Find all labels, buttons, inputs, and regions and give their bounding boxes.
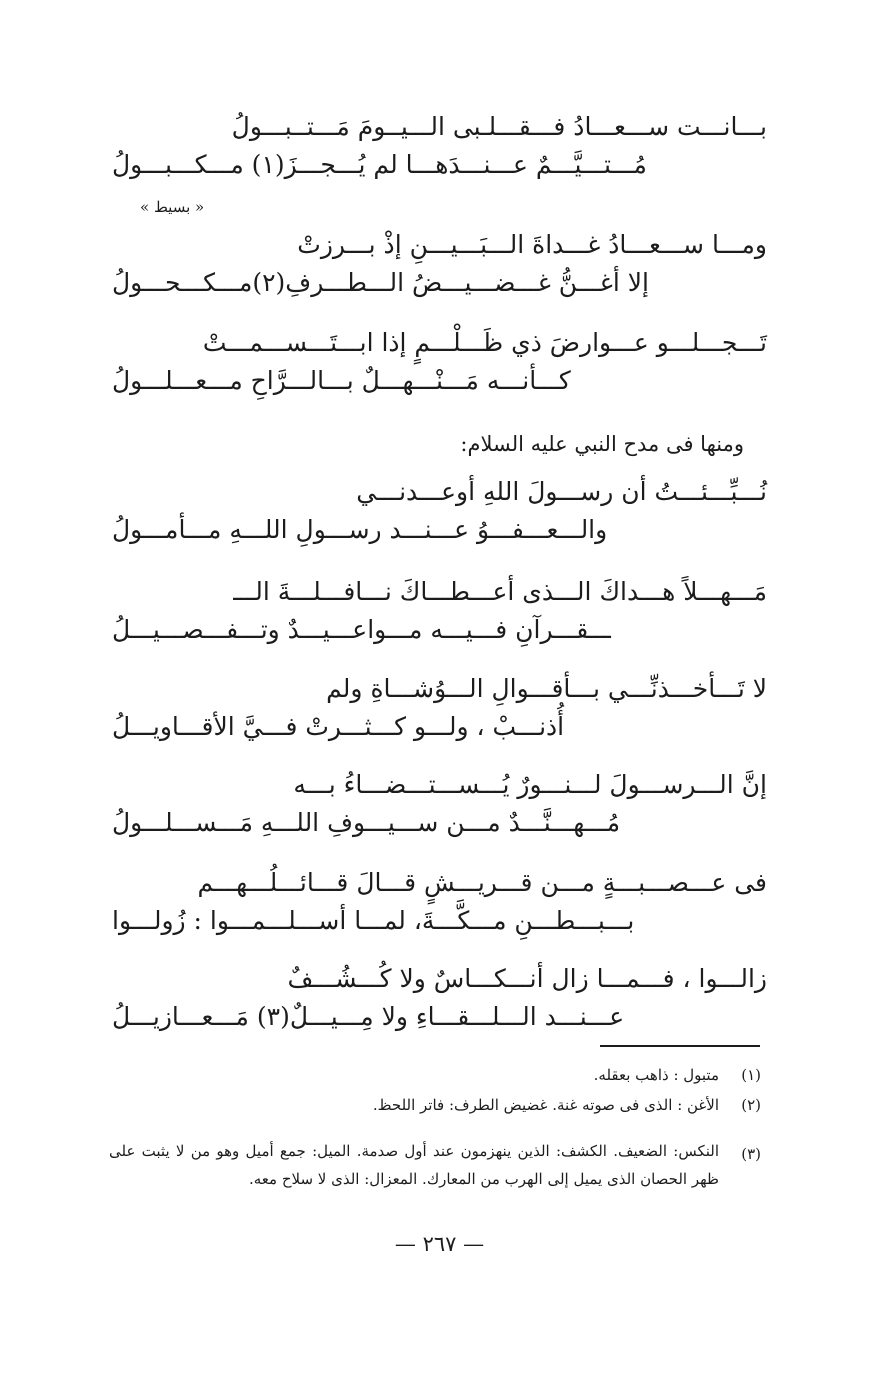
verse-3-first-hemistich: تَـــجـــلـــو عـــوارضَ ذي ظَـــلْـــمٍ إذا ابـــتَـــســـمـــتْ: [202, 328, 767, 357]
verse-6-second-hemistich: أُذنـــبْ ، ولـــو كـــثـــرتْ فـــيَّ الأقـــاويـــلُ: [112, 712, 565, 741]
verse-8-first-hemistich: فى عـــصـــبـــةٍ مـــن قـــريـــشٍ قـــالَ قـــائـــلُـــهـــم: [197, 868, 767, 897]
footnote-1-text: متبول : ذاهب بعقله.: [593, 1066, 719, 1084]
page-number: — ٢٦٧ —: [394, 1232, 485, 1256]
footnote-2-number: (٢): [741, 1096, 761, 1114]
verse-3-second-hemistich: كـــأنـــه مَـــنْـــهـــلٌ بـــالـــرَّاحِ مـــعـــلـــولُ: [112, 366, 571, 395]
verse-9-second-hemistich: عـــنـــد الـــلـــقـــاءِ ولا مِـــيـــلٌ(٣) مَـــعـــازيـــلُ: [112, 1002, 625, 1031]
verse-7-first-hemistich: إنَّ الـــرســـولَ لـــنـــورٌ يُـــســـتـــضـــاءُ بـــه: [293, 770, 767, 799]
footnote-1-number: (١): [741, 1066, 761, 1084]
verse-7-second-hemistich: مُـــهـــنَّـــدٌ مـــن ســـيـــوفِ اللـــهِ مَـــســـلـــولُ: [112, 808, 621, 837]
verse-8-second-hemistich: بـــبـــطـــنِ مـــكَّـــةَ، لمـــا أســـلـــمـــوا : زُولـــوا: [112, 906, 635, 935]
verse-5-second-hemistich: ـــقـــرآنِ فـــيـــه مـــواعـــيـــدٌ وتـــفـــصـــيـــلُ: [112, 615, 611, 644]
verse-4-second-hemistich: والـــعـــفـــوُ عـــنـــد رســـولِ اللـــهِ مـــأمـــولُ: [112, 515, 608, 544]
verse-4-first-hemistich: نُـــبِّـــئـــتُ أن رســـولَ اللهِ أوعـــدنـــي: [356, 477, 767, 506]
verse-5-first-hemistich: مَـــهـــلاً هـــداكَ الـــذى أعـــطـــاكَ نـــافـــلـــةَ الـــ: [233, 577, 767, 606]
meter-note: « بسيط »: [140, 198, 205, 216]
verse-1-first-hemistich: بـــانـــت ســـعـــادُ فـــقـــلـبى الـــيــومَ مَـــتــبـــولُ: [231, 112, 767, 141]
verse-6-first-hemistich: لا تَـــأخـــذنِّـــي بـــأقـــوالِ الـــوُشـــاةِ ولم: [326, 674, 767, 703]
footnote-3-number: (٣): [741, 1145, 761, 1163]
footnote-3-text: النكس: الضعيف. الكشف: الذين ينهزمون عند أول صدمة. الميل: جمع أميل وهو من لا يثبت على ظهر الحصان الذى يميل إلى الهرب من المعارك. المعزال: الذى لا سلاح معه.: [109, 1142, 719, 1188]
section-intro: ومنها فى مدح النبي عليه السلام:: [460, 432, 744, 456]
verse-2-second-hemistich: إلا أغـــنُّ غـــضـــيـــضُ الـــطـــرفِ(٢)مـــكـــحـــولُ: [112, 268, 649, 297]
verse-9-first-hemistich: زالـــوا ، فـــمـــا زال أنـــكـــاسٌ ولا كُـــشُـــفٌ: [287, 964, 767, 993]
verse-2-first-hemistich: ومـــا ســـعـــادُ غـــداةَ الـــبَـــيـــنِ إذْ بـــرزتْ: [297, 230, 767, 259]
footnote-divider: [600, 1045, 760, 1047]
verse-1-second-hemistich: مُـــتـــيَّـــمٌ عـــنـــدَهـــا لم يُـــجـــزَ(١) مـــكـــبـــولُ: [112, 150, 647, 179]
footnote-2-text: الأغن : الذى فى صوته غنة. غضيض الطرف: فاتر اللحظ.: [372, 1096, 719, 1114]
